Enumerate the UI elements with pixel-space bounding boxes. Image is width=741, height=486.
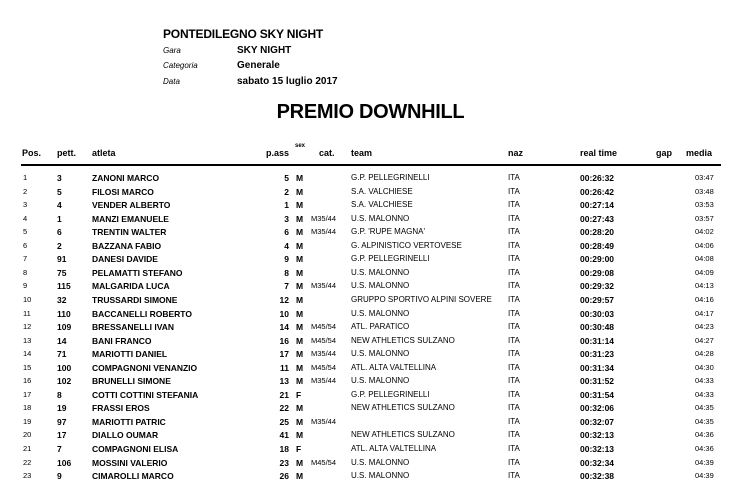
cell-pos: 11 (23, 308, 31, 318)
cell-sex: M (296, 200, 304, 211)
cell-pett: 109 (57, 322, 72, 333)
cell-athlete: FILOSI MARCO (92, 186, 154, 197)
cell-team: NEW ATHLETICS SULZANO (351, 335, 455, 345)
cell-media: 04:33 (695, 376, 714, 386)
section-title: PREMIO DOWNHILL (276, 101, 465, 123)
gara-label: Gara (163, 46, 181, 55)
cell-team: ATL. ALTA VALTELLINA (351, 362, 437, 372)
cell-athlete: TRENTIN WALTER (92, 227, 167, 238)
cell-pass: 4 (284, 240, 289, 251)
cell-pass: 9 (284, 254, 289, 265)
cell-real-time: 00:30:48 (580, 322, 615, 333)
cell-naz: ITA (508, 335, 520, 345)
cell-naz: ITA (508, 294, 520, 304)
cell-athlete: MOSSINI VALERIO (92, 457, 168, 468)
cell-sex: M (296, 173, 304, 183)
cell-team: G.P. PELLEGRINELLI (351, 254, 430, 264)
cell-media: 04:28 (695, 349, 714, 359)
table-row (0, 444, 741, 458)
cell-cat: M35/44 (311, 213, 337, 223)
cell-media: 04:16 (695, 294, 714, 304)
cell-real-time: 00:27:14 (580, 200, 615, 211)
cell-athlete: BRESSANELLI IVAN (92, 322, 175, 333)
cell-pass: 10 (279, 308, 289, 319)
cell-naz: ITA (508, 349, 520, 359)
cell-athlete: PELAMATTI STEFANO (92, 267, 183, 278)
col-real-time: real time (580, 148, 618, 158)
cell-sex: M (296, 213, 304, 224)
col-pett: pett. (57, 148, 76, 158)
cell-pass: 16 (279, 335, 289, 346)
meta-gara (163, 45, 291, 56)
cell-pett: 5 (57, 186, 62, 197)
table-row (0, 417, 741, 431)
cell-naz: ITA (508, 267, 520, 277)
cell-athlete: VENDER ALBERTO (92, 200, 171, 211)
cell-real-time: 00:30:03 (580, 308, 615, 319)
cell-sex: F (296, 444, 302, 454)
cell-naz: ITA (508, 403, 520, 413)
cell-media: 03:47 (695, 173, 714, 182)
cell-pett: 19 (57, 403, 67, 414)
cell-real-time: 00:29:08 (580, 267, 615, 278)
cell-sex: M (296, 294, 304, 305)
cell-team: G.P. PELLEGRINELLI (351, 389, 430, 399)
cell-cat: M35/44 (311, 349, 337, 359)
cell-pos: 7 (23, 254, 28, 264)
cell-pos: 9 (23, 281, 28, 291)
cell-cat: M35/44 (311, 227, 337, 237)
cell-team: G.P. PELLEGRINELLI (351, 173, 430, 182)
cell-sex: M (296, 281, 304, 292)
cell-pos: 1 (23, 173, 28, 182)
event-title: PONTEDILEGNO SKY NIGHT (163, 27, 324, 41)
cell-athlete: TRUSSARDI SIMONE (92, 294, 178, 305)
cell-team: U.S. MALONNO (351, 308, 410, 318)
cell-real-time: 00:32:38 (580, 471, 615, 482)
cell-team: S.A. VALCHIESE (351, 186, 413, 196)
cell-sex: M (296, 186, 304, 197)
cell-media: 04:08 (695, 254, 714, 264)
cell-pass: 12 (279, 294, 289, 305)
cell-real-time: 00:31:23 (580, 349, 615, 360)
table-row (0, 430, 741, 444)
cell-pos: 16 (23, 376, 32, 386)
table-row (0, 349, 741, 363)
cell-pass: 2 (284, 186, 289, 197)
cell-pos: 22 (23, 457, 32, 467)
cell-pass: 22 (279, 403, 289, 414)
cell-naz: ITA (508, 322, 520, 332)
cell-media: 04:17 (695, 308, 714, 318)
cell-cat: M35/44 (311, 281, 337, 291)
cell-pos: 21 (23, 444, 32, 453)
cell-pos: 10 (23, 294, 32, 304)
cell-pett: 106 (57, 457, 72, 468)
table-row (0, 200, 741, 214)
cell-sex: F (296, 389, 302, 400)
cell-pass: 6 (284, 227, 289, 238)
cell-pos: 12 (23, 322, 32, 332)
cell-pett: 32 (57, 294, 67, 305)
cell-media: 04:09 (695, 267, 714, 277)
cell-team: GRUPPO SPORTIVO ALPINI SOVERE (351, 294, 492, 304)
cell-sex: M (296, 457, 304, 468)
cell-pos: 2 (23, 186, 28, 196)
table-row (0, 309, 741, 323)
cell-media: 04:36 (695, 430, 714, 440)
col-pos: Pos. (22, 148, 42, 158)
table-row (0, 322, 741, 336)
cell-team: U.S. MALONNO (351, 213, 410, 223)
cell-pos: 18 (23, 403, 32, 413)
col-sex: sex (295, 143, 306, 149)
cell-pett: 97 (57, 416, 67, 427)
cell-media: 04:33 (695, 389, 714, 399)
data-value: sabato 15 luglio 2017 (237, 76, 338, 87)
table-row (0, 227, 741, 241)
cell-sex: M (296, 403, 304, 414)
cell-pett: 100 (57, 362, 72, 373)
cell-sex: M (296, 322, 304, 333)
cell-team: G. ALPINISTICO VERTOVESE (351, 240, 462, 250)
table-row (0, 403, 741, 417)
cell-naz: ITA (508, 213, 520, 223)
cell-media: 04:06 (695, 240, 714, 250)
cell-sex: M (296, 267, 304, 278)
cell-real-time: 00:32:06 (580, 403, 615, 414)
cell-real-time: 00:27:43 (580, 213, 615, 224)
cell-pett: 8 (57, 389, 62, 400)
col-gap: gap (656, 148, 673, 158)
cell-team: NEW ATHLETICS SULZANO (351, 430, 455, 440)
cell-media: 04:39 (695, 471, 714, 481)
cell-athlete: MARIOTTI PATRIC (92, 416, 166, 427)
cell-real-time: 00:29:00 (580, 254, 615, 265)
cell-pos: 5 (23, 227, 28, 237)
cell-media: 04:27 (695, 335, 714, 345)
cell-naz: ITA (508, 457, 520, 467)
cell-pass: 23 (279, 457, 289, 468)
cell-athlete: MARIOTTI DANIEL (92, 349, 168, 360)
cell-media: 04:35 (695, 416, 714, 426)
cell-sex: M (296, 254, 304, 265)
table-row (0, 268, 741, 282)
table-row (0, 363, 741, 377)
cell-sex: M (296, 227, 304, 238)
col-pass: p.ass (266, 148, 290, 158)
cell-pos: 6 (23, 240, 28, 250)
cell-real-time: 00:32:13 (580, 444, 615, 454)
cell-team: ATL. PARATICO (351, 322, 410, 332)
cell-athlete: DANESI DAVIDE (92, 254, 158, 265)
meta-data (163, 76, 338, 87)
cell-real-time: 00:26:42 (580, 186, 615, 197)
cell-real-time: 00:29:32 (580, 281, 615, 292)
cell-media: 04:35 (695, 403, 714, 413)
cell-pos: 17 (23, 389, 32, 399)
cell-cat: M45/54 (311, 362, 337, 372)
cell-media: 03:48 (695, 186, 714, 196)
cell-naz: ITA (508, 376, 520, 386)
cell-pett: 14 (57, 335, 67, 346)
cell-pett: 6 (57, 227, 62, 238)
categoria-value: Generale (237, 60, 280, 71)
cell-athlete: MALGARIDA LUCA (92, 281, 170, 292)
cell-real-time: 00:32:34 (580, 457, 615, 468)
cell-team: ATL. ALTA VALTELLINA (351, 444, 437, 453)
cell-pass: 7 (284, 281, 289, 292)
cell-media: 04:13 (695, 281, 714, 291)
cell-real-time: 00:31:34 (580, 362, 615, 373)
cell-pass: 18 (279, 444, 289, 454)
cell-pos: 4 (23, 213, 28, 223)
cell-sex: M (296, 362, 304, 373)
cell-media: 04:02 (695, 227, 714, 237)
cell-team: NEW ATHLETICS SULZANO (351, 403, 455, 413)
cell-athlete: BAZZANA FABIO (92, 240, 162, 251)
cell-real-time: 00:32:13 (580, 430, 615, 441)
cell-naz: ITA (508, 186, 520, 196)
meta-categoria (163, 60, 280, 71)
cell-naz: ITA (508, 227, 520, 237)
cell-athlete: DIALLO OUMAR (92, 430, 159, 441)
cell-real-time: 00:28:20 (580, 227, 615, 238)
cell-naz: ITA (508, 281, 520, 291)
cell-athlete: ZANONI MARCO (92, 173, 160, 183)
cell-naz: ITA (508, 389, 520, 399)
table-row (0, 281, 741, 295)
cell-team: U.S. MALONNO (351, 349, 410, 359)
cell-sex: M (296, 430, 304, 441)
cell-naz: ITA (508, 416, 520, 426)
cell-pos: 23 (23, 471, 32, 481)
cell-pos: 8 (23, 267, 28, 277)
cell-athlete: MANZI EMANUELE (92, 213, 169, 224)
cell-pass: 11 (280, 362, 289, 373)
cell-sex: M (296, 349, 304, 360)
col-cat: cat. (319, 148, 335, 158)
cell-athlete: COMPAGNONI VENANZIO (92, 362, 198, 373)
cell-team: U.S. MALONNO (351, 376, 410, 386)
cell-pett: 110 (57, 308, 71, 319)
cell-team: G.P. 'RUPE MAGNA' (351, 227, 426, 237)
cell-pett: 1 (57, 213, 62, 224)
cell-pos: 14 (23, 349, 32, 359)
cell-athlete: BRUNELLI SIMONE (92, 376, 171, 387)
cell-sex: M (296, 376, 304, 387)
cell-athlete: COMPAGNONI ELISA (92, 444, 179, 454)
cell-pett: 91 (57, 254, 67, 265)
cell-media: 04:36 (695, 444, 714, 453)
table-row (0, 295, 741, 309)
cell-naz: ITA (508, 308, 520, 318)
cell-pos: 19 (23, 416, 32, 426)
cell-athlete: CIMAROLLI MARCO (92, 471, 174, 482)
cell-cat: M45/54 (311, 322, 337, 332)
cell-pos: 13 (23, 335, 32, 345)
cell-cat: M35/44 (311, 376, 337, 386)
table-row (0, 376, 741, 390)
cell-pett: 75 (57, 267, 67, 278)
cell-pett: 115 (57, 281, 71, 292)
cell-team: U.S. MALONNO (351, 471, 410, 481)
cell-team: S.A. VALCHIESE (351, 200, 413, 210)
cell-pass: 21 (279, 389, 289, 400)
cell-pett: 2 (57, 240, 62, 251)
col-media: media (686, 148, 713, 158)
cell-cat: M45/54 (311, 335, 337, 345)
cell-pos: 3 (23, 200, 28, 210)
cell-sex: M (296, 335, 304, 346)
table-row (0, 471, 741, 485)
cell-cat: M45/54 (311, 457, 337, 467)
header-divider (21, 164, 721, 166)
cell-athlete: FRASSI EROS (92, 403, 150, 414)
cell-pass: 13 (279, 376, 289, 387)
cell-pass: 17 (279, 349, 289, 360)
cell-pos: 15 (23, 362, 32, 372)
col-naz: naz (508, 148, 524, 158)
cell-pass: 14 (279, 322, 289, 333)
cell-sex: M (296, 308, 304, 319)
table-row (0, 241, 741, 255)
table-row (0, 254, 741, 268)
cell-sex: M (296, 416, 304, 427)
cell-pett: 7 (57, 444, 62, 454)
cell-pass: 25 (279, 416, 289, 427)
cell-pass: 3 (284, 213, 289, 224)
cell-team: U.S. MALONNO (351, 281, 410, 291)
cell-athlete: BANI FRANCO (92, 335, 152, 346)
cell-pett: 17 (57, 430, 67, 441)
cell-cat: M35/44 (311, 416, 337, 426)
cell-naz: ITA (508, 430, 520, 440)
cell-naz: ITA (508, 173, 520, 182)
cell-pett: 3 (57, 173, 62, 183)
cell-real-time: 00:26:32 (580, 173, 615, 183)
cell-team: U.S. MALONNO (351, 267, 410, 277)
table-row (0, 214, 741, 228)
table-row (0, 390, 741, 404)
cell-pett: 71 (57, 349, 67, 360)
table-row (0, 187, 741, 201)
table-row (0, 336, 741, 350)
col-team: team (351, 148, 373, 158)
cell-real-time: 00:31:52 (580, 376, 615, 387)
cell-real-time: 00:28:49 (580, 240, 615, 251)
cell-pass: 8 (284, 267, 289, 278)
cell-media: 03:53 (695, 200, 714, 210)
col-atleta: atleta (92, 148, 116, 158)
gara-value: SKY NIGHT (237, 45, 292, 56)
cell-real-time: 00:32:07 (580, 416, 615, 427)
table-row (0, 458, 741, 472)
cell-real-time: 00:31:14 (580, 335, 615, 346)
cell-naz: ITA (508, 444, 520, 453)
cell-athlete: COTTI COTTINI STEFANIA (92, 389, 199, 400)
cell-real-time: 00:29:57 (580, 294, 615, 305)
categoria-label: Categoria (163, 61, 198, 70)
cell-pett: 102 (57, 376, 72, 387)
cell-media: 03:57 (695, 213, 714, 223)
table-row (0, 173, 741, 187)
cell-naz: ITA (508, 200, 520, 210)
data-label: Data (163, 77, 180, 86)
cell-pos: 20 (23, 430, 32, 440)
cell-naz: ITA (508, 240, 520, 250)
cell-pett: 4 (57, 200, 62, 211)
cell-pass: 41 (279, 430, 289, 441)
cell-athlete: BACCANELLI ROBERTO (92, 308, 192, 319)
cell-pass: 1 (284, 200, 289, 211)
cell-real-time: 00:31:54 (580, 389, 615, 400)
cell-media: 04:39 (695, 457, 714, 467)
cell-media: 04:30 (695, 362, 714, 372)
cell-team: U.S. MALONNO (351, 457, 410, 467)
cell-media: 04:23 (695, 322, 714, 332)
cell-sex: M (296, 240, 304, 251)
cell-pass: 5 (284, 173, 289, 183)
cell-naz: ITA (508, 471, 520, 481)
cell-sex: M (296, 471, 304, 482)
cell-pass: 26 (279, 471, 289, 482)
cell-pett: 9 (57, 471, 62, 482)
cell-naz: ITA (508, 362, 520, 372)
cell-naz: ITA (508, 254, 520, 264)
